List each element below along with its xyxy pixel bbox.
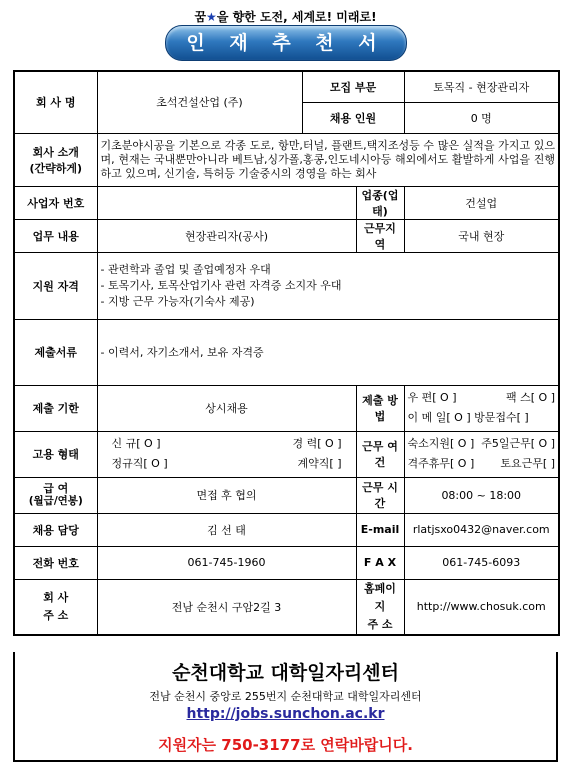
homepage-label-line2: 주 소 [367, 617, 393, 631]
hours-value: 08:00 ~ 18:00 [404, 477, 559, 513]
intro-label-line2: (간략하게) [29, 161, 83, 175]
email-value: rlatjsxo0432@naver.com [404, 513, 559, 546]
work-conditions-label: 근무 여건 [356, 431, 404, 477]
qualification-item: - 지방 근무 가능자(기숙사 제공) [100, 294, 255, 308]
company-name-label: 회 사 명 [14, 71, 97, 133]
contact-notice [15, 734, 556, 755]
method-post: 우 편[ O ] [407, 391, 457, 404]
address-value: 전남 순천시 구암2길 3 [97, 579, 356, 635]
qualification-item: - 관련학과 졸업 및 졸업예정자 우대 [100, 262, 271, 276]
qualification-item: - 토목기사, 토목산업기사 관련 자격증 소지자 우대 [100, 278, 342, 292]
intro-label-line1: 회사 소개 [32, 145, 79, 159]
slogan-text-post: 을 향한 도전, 세계로! 미래로! [216, 10, 377, 24]
type-permanent: 정규직[ O ] [111, 457, 168, 470]
qualifications-list [97, 252, 559, 319]
intro-label [14, 133, 97, 186]
bizno-value [97, 186, 356, 219]
method-label: 제출 방법 [356, 385, 404, 431]
contact-pre: 지원자는 [158, 736, 222, 754]
dept-label: 모집 부문 [302, 71, 404, 102]
location-value: 국내 현장 [404, 219, 559, 252]
slogan-text-pre: 꿈 [194, 10, 207, 24]
cond-housing: 숙소지원[ O ] [407, 437, 475, 450]
employment-type-value [97, 431, 356, 477]
job-value: 현장관리자(공사) [97, 219, 356, 252]
slogan [0, 8, 571, 25]
phone-label: 전화 번호 [14, 546, 97, 579]
documents-value: - 이력서, 자기소개서, 보유 자격증 [97, 319, 559, 385]
work-conditions-value [404, 431, 559, 477]
pay-value: 면접 후 협의 [97, 477, 356, 513]
jobs-site-link[interactable]: http://jobs.sunchon.ac.kr [186, 706, 385, 722]
homepage-label-line1: 홈페이지 [364, 581, 396, 613]
job-label: 업무 내용 [14, 219, 97, 252]
fax-label: F A X [356, 546, 404, 579]
cond-saturday: 토요근무[ ] [500, 457, 555, 470]
cond-biweekly: 격주휴무[ O ] [407, 457, 475, 470]
dept-value: 토목직 - 현장관리자 [404, 71, 559, 102]
address-label-line1: 회 사 [43, 590, 69, 604]
pay-label-line2: (월급/연봉) [28, 495, 83, 507]
type-contract: 계약직[ ] [297, 457, 342, 470]
footer [13, 652, 558, 762]
employment-type-label: 고용 형태 [14, 431, 97, 477]
recommendation-form [13, 70, 560, 636]
deadline-label: 제출 기한 [14, 385, 97, 431]
method-value [404, 385, 559, 431]
title-banner: 인 재 추 천 서 [165, 25, 407, 61]
company-intro: 기초분야시공을 기본으로 각종 도로, 항만,터널, 플랜트,택지조성등 수 많은 실적을 가지고 있으며, 현재는 국내뿐만아니라 베트남,싱가폴,홍콩,인도네시아등 해외에서도 활발하게 사업을 진행하고 있으며, 신기술, 특허등 기술중시의 경영을 하는 회사 [97, 133, 559, 186]
email-label: E-mail [356, 513, 404, 546]
industry-value: 건설업 [404, 186, 559, 219]
homepage-label [356, 579, 404, 635]
pay-label-line1: 급 여 [43, 482, 69, 495]
type-new: 신 규[ O ] [111, 437, 161, 450]
address-label-line2: 주 소 [43, 608, 69, 622]
documents-label: 제출서류 [14, 319, 97, 385]
phone-value: 061-745-1960 [97, 546, 356, 579]
qualifications-label: 지원 자격 [14, 252, 97, 319]
contact-post: 로 연락바랍니다. [300, 736, 413, 754]
type-experienced: 경 력[ O ] [292, 437, 342, 450]
manager-value: 김 선 태 [97, 513, 356, 546]
hire-count-label: 채용 인원 [302, 102, 404, 133]
industry-label: 업종(업태) [356, 186, 404, 219]
address-label [14, 579, 97, 635]
bizno-label: 사업자 번호 [14, 186, 97, 219]
manager-label: 채용 담당 [14, 513, 97, 546]
location-label: 근무지역 [356, 219, 404, 252]
deadline-value: 상시채용 [97, 385, 356, 431]
university-name: 순천대학교 대학일자리센터 [172, 662, 399, 684]
cond-5day: 주5일근무[ O ] [481, 437, 555, 450]
fax-value: 061-745-6093 [404, 546, 559, 579]
hours-label: 근무 시간 [356, 477, 404, 513]
company-name: 초석건설산업 (주) [97, 71, 302, 133]
method-email-visit: 이 메 일[ O ] 방문접수[ ] [407, 411, 529, 424]
university-address: 전남 순천시 중앙로 255번지 순천대학교 대학일자리센터 [149, 690, 422, 703]
pay-label [14, 477, 97, 513]
star-icon: ★ [206, 10, 217, 24]
method-fax: 팩 스[ O ] [506, 391, 555, 404]
homepage-value: http://www.chosuk.com [404, 579, 559, 635]
hire-count: 0 명 [404, 102, 559, 133]
contact-number: 750-3177 [221, 736, 301, 754]
